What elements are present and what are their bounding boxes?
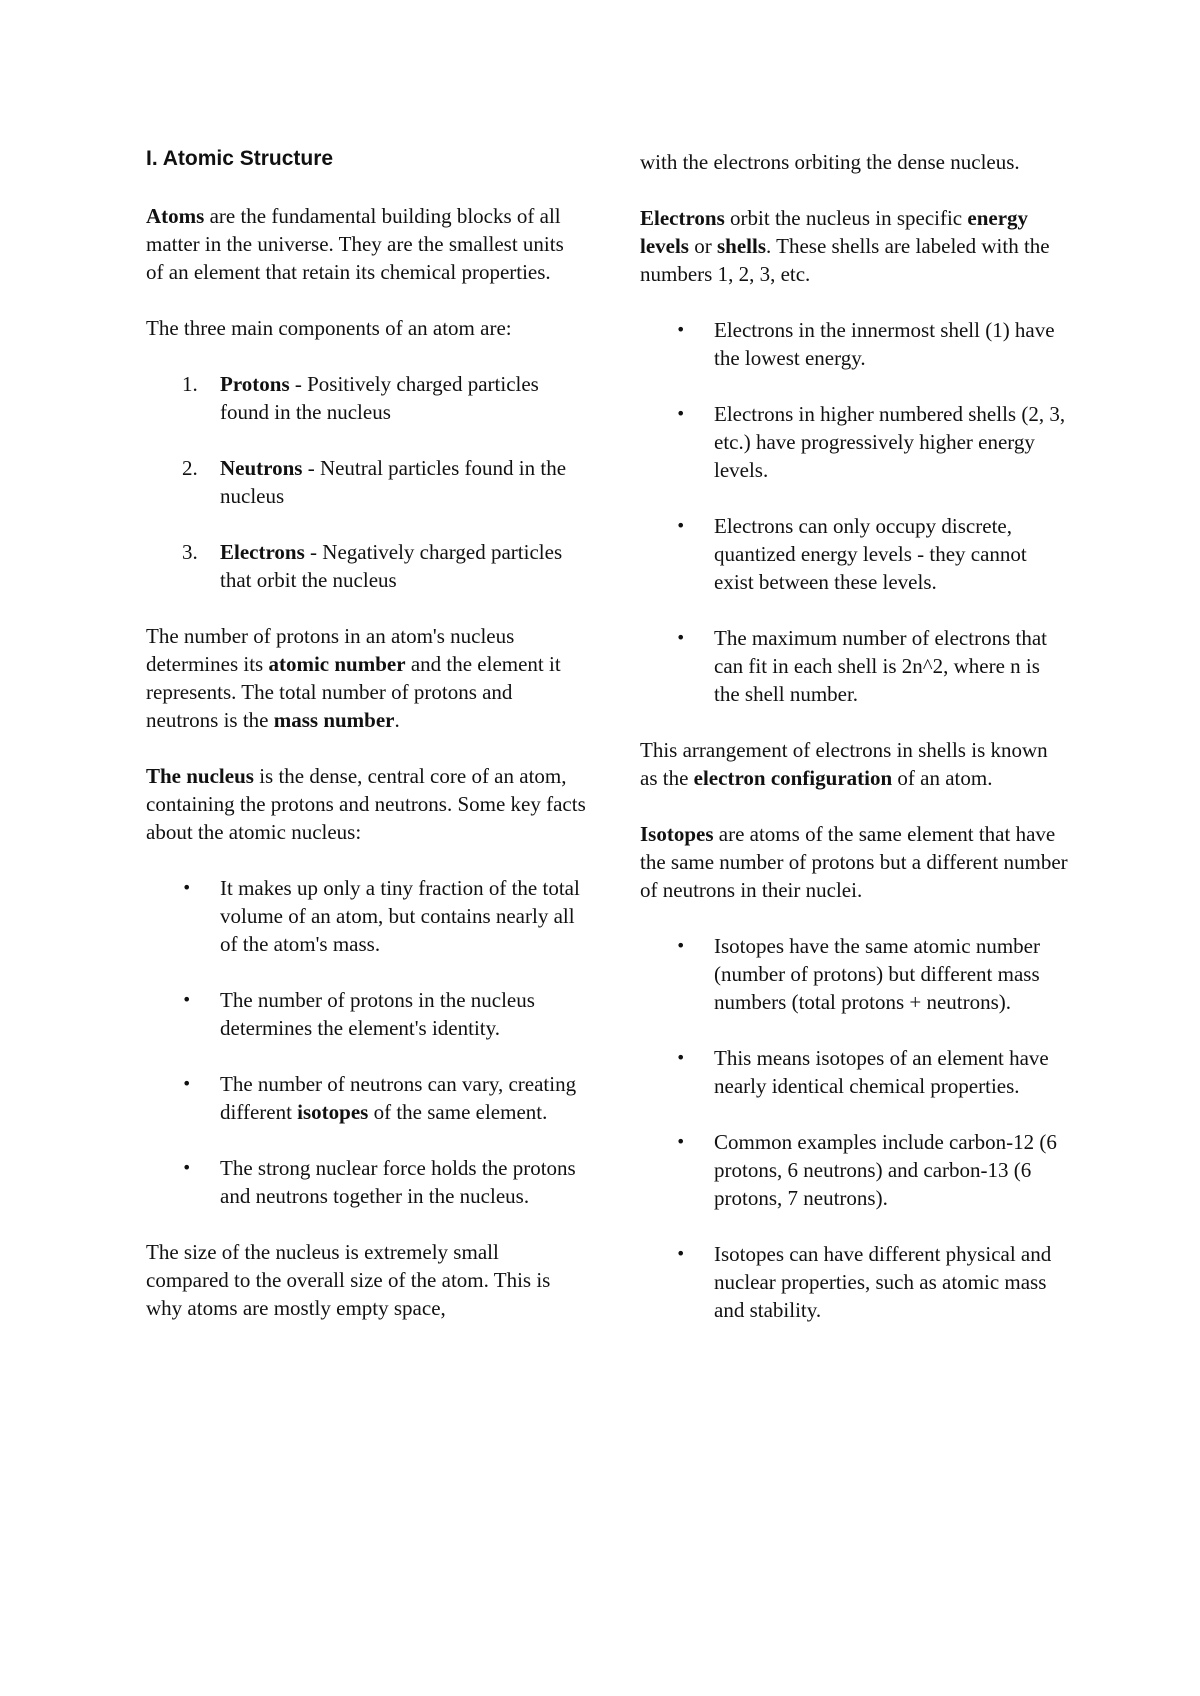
list-item: • Electrons in the innermost shell (1) have the lowest energy.: [676, 318, 1055, 370]
list-item: • Electrons can only occupy discrete, quantized energy levels - they cannot exist between these levels.: [676, 514, 1027, 594]
atoms-paragraph: Atoms are the fundamental building blocks of all matter in the universe. They are the smallest units of an element that retain its chemical properties.: [146, 204, 564, 284]
list-item: • Electrons in higher numbered shells (2, 3, etc.) have progressively higher energy levels.: [676, 402, 1066, 482]
bullet-icon: •: [676, 936, 686, 955]
bullet-icon: •: [182, 1074, 192, 1093]
nucleus-size-paragraph: The size of the nucleus is extremely small compared to the overall size of the atom. This is why atoms are mostly empty space,: [146, 1240, 551, 1320]
isotopes-paragraph: Isotopes are atoms of the same element that have the same number of protons but a different number of neutrons in their nuclei.: [640, 822, 1068, 902]
bullet-icon: •: [182, 1158, 192, 1177]
bullet-icon: •: [676, 1048, 686, 1067]
list-item: 3. Electrons - Negatively charged particles that orbit the nucleus: [182, 540, 563, 592]
list-item: • It makes up only a tiny fraction of the total volume of an atom, but contains nearly all of the atom's mass.: [182, 876, 580, 956]
isotope-facts-list: [640, 932, 1070, 1324]
bullet-icon: •: [676, 628, 686, 647]
list-item: • Isotopes have the same atomic number (number of protons) but different mass numbers (total protons + neutrons).: [676, 934, 1040, 1014]
list-item: • The maximum number of electrons that can fit in each shell is 2n^2, where n is the shell number.: [676, 626, 1047, 706]
bullet-icon: •: [676, 1244, 686, 1263]
nucleus-size-continued: with the electrons orbiting the dense nucleus.: [640, 150, 1020, 174]
list-item: • Isotopes can have different physical and nuclear properties, such as atomic mass and stability.: [676, 1242, 1052, 1322]
section-heading: I. Atomic Structure: [146, 147, 334, 170]
list-item: 2. Neutrons - Neutral particles found in the nucleus: [182, 456, 567, 508]
components-list: [146, 370, 586, 594]
list-item: • This means isotopes of an element have nearly identical chemical properties.: [676, 1046, 1049, 1098]
nucleus-facts-list: [146, 874, 586, 1210]
bullet-icon: •: [676, 320, 686, 339]
bullet-icon: •: [182, 878, 192, 897]
atomic-number-paragraph: The number of protons in an atom's nucleus determines its atomic number and the element it represents. The total number of protons and neutrons is the mass number.: [146, 624, 561, 732]
electron-configuration-paragraph: This arrangement of electrons in shells is known as the electron configuration of an atom.: [640, 738, 1048, 790]
list-item: 1. Protons - Positively charged particles found in the nucleus: [182, 372, 539, 424]
left-column: [146, 142, 586, 1350]
nucleus-paragraph: The nucleus is the dense, central core of an atom, containing the protons and neutrons. Some key facts about the atomic nucleus:: [146, 764, 586, 844]
components-intro: The three main components of an atom are:: [146, 316, 512, 340]
atoms-term: Atoms: [146, 204, 205, 228]
list-item: • The number of protons in the nucleus determines the element's identity.: [182, 988, 535, 1040]
list-item: • Common examples include carbon-12 (6 protons, 6 neutrons) and carbon-13 (6 protons, 7 neutrons).: [676, 1130, 1057, 1210]
right-column: [640, 142, 1070, 1352]
list-item: • The number of neutrons can vary, creating different isotopes of the same element.: [182, 1072, 577, 1124]
list-item: • The strong nuclear force holds the protons and neutrons together in the nucleus.: [182, 1156, 576, 1208]
bullet-icon: •: [676, 404, 686, 423]
shell-facts-list: [640, 316, 1070, 708]
bullet-icon: •: [182, 990, 192, 1009]
bullet-icon: •: [676, 1132, 686, 1151]
electrons-paragraph: Electrons orbit the nucleus in specific energy levels or shells. These shells are labeled with the numbers 1, 2, 3, etc.: [640, 206, 1050, 286]
bullet-icon: •: [676, 516, 686, 535]
